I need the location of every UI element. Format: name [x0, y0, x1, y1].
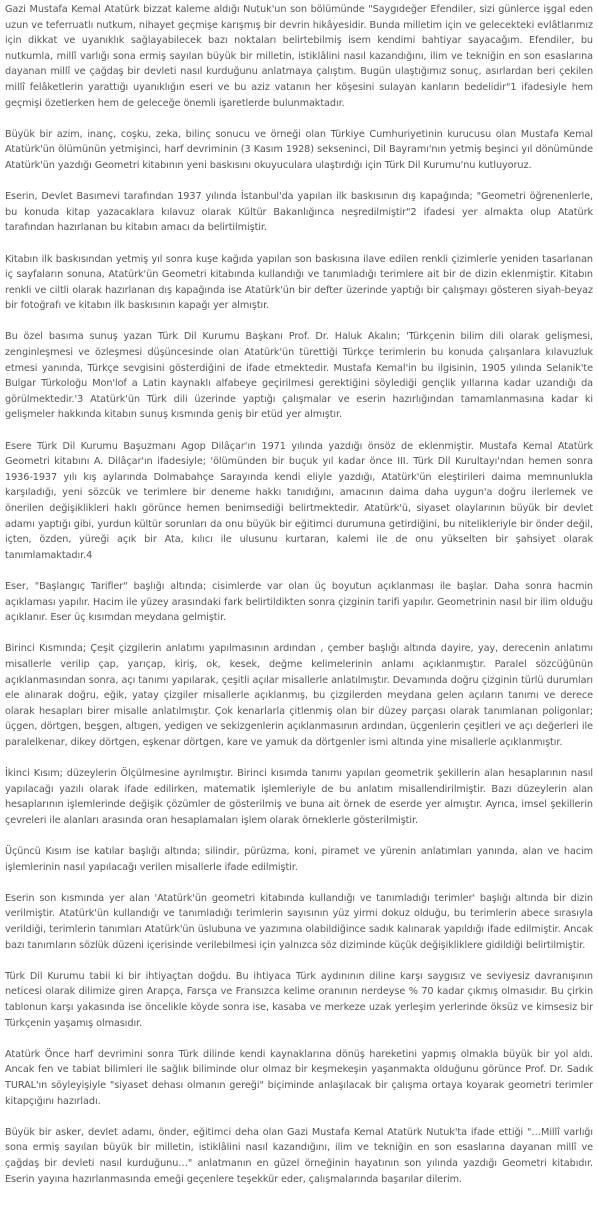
- paragraph-part-one: Birinci Kısmında; Çeşit çizgilerin anlatımı yapılmasının ardından , çember başlığı altında dayire, yay, derecenin anlatımı misallerle verilip çap, yarıçap, kiriş, ok, kesek, değme kelimelerinin anlamı açıklanmıştır. Paralel sözcüğünün açıklanmasından sonra, açı tanımı yapılarak, çeşitli açılar misallerle anlatılmıştır. Devamında doğru çizginin türlü durumları ele alınarak doğru, eğik, yatay çizgiler misallerle açıklanmış, bu çizgilerden meydana gelen açıların tanımı ve derece olarak hesapları birer misalle anlatılmıştır. Çok kenarlarla çitlenmiş olan bir düzey parçası olarak tanımlanan poligonlar; üçgen, dörtgen, beşgen, altıgen, yedigen ve sekizgenlerin açıklanmasının ardından, üçgenlerin çeşitleri ve açı değerleri ile paralelkenar, dikey dörtgen, eşkenar dörtgen, kare ve yamuk da dörtgenler ismi altında yine misallerle açıklanmıştır.: [5, 643, 593, 748]
- paragraph-language-institution: Türk Dil Kurumu tabii ki bir ihtiyaçtan doğdu. Bu ihtiyaca Türk aydınının diline karşı saygısız ve seviyesiz davranışının neticesi olarak dilimize giren Arapça, Farsça ve Fransızca kelime oranının nerdeyse % 70 kadar çıkmış olmasıdır. Bu çirkin tablonun karşı yakasında ise öncelikle köyde sonra ise, kasaba ve merkeze uzak yerleşim yerlerinde öksüz ve kimsesiz bir Türkçenin yaşamış olmasıdır.: [5, 970, 593, 1029]
- paragraph-anniversary: Büyük bir azim, inanç, coşku, zeka, bilinç sonucu ve örneği olan Türkiye Cumhuriyetinin kurucusu olan Mustafa Kemal Atatürk'ün ölümünün yetmişinci, harf devriminin (3 Kasım 1928) sekseninci, Dil Bayramı'nın yetmiş beşinci yıl dönümünde Atatürk'ün yazdığı Geometri kitabının yeni baskısını okuyuculara ulaştırdığı için Türk Dil Kurumu'nu kutluyoruz.: [5, 128, 593, 171]
- paragraph-glossary: Eserin son kısmında yer alan 'Atatürk'ün geometri kitabında kullandığı ve tanımladığı terimler' başlığı altında bir dizin verilmiştir. Atatürk'ün kullandığı ve tanımladığı terimlerin sayısının yüz yirmi dokuz olduğu, bu terimlerin abece sırasıyla verildiği, terimlerin tanımları Atatürk'ün üslubuna ve yazımına olabildiğince sadık kalınarak yapıldığı ifade edilmiştir. Ancak bazı tanımların sözlük düzeni içerisinde verilebilmesi için yalnızca söz diziminde küçük değişikliklere gidildiği belirtilmiştir.: [5, 892, 593, 951]
- paragraph-closing: Büyük bir asker, devlet adamı, önder, eğitimci deha olan Gazi Mustafa Kemal Atatürk Nutuk'ta ifade ettiği "…Millî varlığı sona ermiş sayılan büyük bir milletin, istiklâlini nasıl kazandığını, ilim ve tekniğin en son esaslarına dayanan millî ve çağdaş bir devleti nasıl kurduğunu…" anlatmanın en güzel örneğinin hayatının son yılında yazdığı Geometri kitabıdır. Eserin yayına hazırlanmasında emeği geçenlere teşekkür eder, çalışmalarında başarılar dilerim.: [5, 1126, 593, 1185]
- paragraph-alphabet-reform: Atatürk Önce harf devrimini sonra Türk dilinde kendi kaynaklarına dönüş hareketini yapmış olmakla büyük bir yol aldı. Ancak fen ve tabiat bilimleri ile sağlık biliminde olur olmaz bir keşmekeşin yaşanmakta olduğunu görünce Prof. Dr. Sadık TURAL'ın söyleyişiyle "siyaset dehası olmanın gereği" biçiminde anlaşılacak bir çalışma ortaya koyarak geometri terimler kitapçığını hazırladı.: [5, 1048, 593, 1107]
- paragraph-foreword-akalin: Bu özel basıma sunuş yazan Türk Dil Kurumu Başkanı Prof. Dr. Haluk Akalın; 'Türkçenin bilim dili olarak gelişmesi, zenginleşmesi ve özleşmesi düşüncesinde olan Atatürk'ün türettiği Türkçe terimlerin bu konuda çalışanlara kılavuzluk etmesi yanında, Türkçe sevgisini gösterdiğini de ifade etmektedir. Mustafa Kemal'in bu ilgisinin, 1905 yılında Selanik'te Bulgar Türkoloğu Mon'lof a Latin kaynaklı alfabeye geçirilmesi gerektiğini söylediği gençlik yıllarına kadar uzandığı da görülmektedir.'3 Atatürk'ün Türk dili üzerinde yaptığı çalışmalar ve eserin hazırlığından tamamlanmasına kadar ki gelişmeler hakkında kitabın sunuş kısmında geniş bir etüd yer almıştır.: [5, 331, 593, 421]
- paragraph-part-two: İkinci Kısım; düzeylerin Ölçülmesine ayrılmıştır. Birinci kısımda tanımı yapılan geometrik şekillerin alan hesaplarının nasıl yapılacağı yazılı olarak ifade edilirken, matematik işlemleriyle de bu anlatım misallendirilmiştir. Bazı düzeylerin alan hesaplarının işlemlerinde değişik çözümler de gösterilmiş ve buna ait örnek de eserde yer almıştır. Ayrıca, imsel şekillerin çevreleri ile alanları arasında oran hesaplamaları işlem olarak örneklerle gösterilmiştir.: [5, 768, 593, 826]
- paragraph-preface-dilacar: Esere Türk Dil Kurumu Başuzmanı Agop Dilâçar'ın 1971 yılında yazdığı önsöz de eklenmiştir. Mustafa Kemal Atatürk Geometri kitabını A. Dilâçar'ın ifadesiyle; 'ölümünden bir buçuk yıl kadar önce III. Türk Dil Kurultayı'ndan hemen sonra 1936-1937 yılı kış aylarında Dolmabahçe Sarayında kendi eliyle yazdığı, Atatürk'ün eleştirileri daima memnunlukla karşıladığı, yeni sözcük ve terimlere bir deneme hakkı tanıdığını, amacının daima daha uygun'a doğru ilerlemek ve önerilen değişiklikleri haklı görünce hemen benimsediği belirtmektedir. Atatürk'ü, siyaset olaylarının büyük bir devlet adamı yaptığı gibi, yurdun kültür sorunları da onu büyük bir eğitimci durumuna getirdiğini, bu nitelikleriyle bir önder değil, içten, özden, yüreği açık bir Ata, kılıcı ile ulusunu kurtaran, kalemi ile de onu yükselten bir şahsiyet olarak tanımlamaktadır.4: [5, 440, 593, 561]
- paragraph-first-edition: Eserin, Devlet Basımevi tarafından 1937 yılında İstanbul'da yapılan ilk baskısının dış kapağında; "Geometri öğrenenlerle, bu konuda kitap yazacaklara kılavuz olarak Kültür Bakanlığınca neşredilmiştir"2 ifadesi yer almakta olup Atatürk tarafından hazırlanan bu kitabın amacı da belirtilmiştir.: [5, 191, 593, 234]
- paragraph-nutuk-quote: Gazi Mustafa Kemal Atatürk bizzat kaleme aldığı Nutuk'un son bölümünde "Saygıdeğer Efendiler, sizi günlerce işgal eden uzun ve teferruatlı nutkum, nihayet geçmişe karışmış bir devrin hikâyesidir. Bunda milletim için ve gelecekteki evlâtlarımız için dikkat ve uyanıklık sağlayabilecek bazı noktaları belirtebilmiş isem kendimi bahtiyar sayacağım. Efendiler, bu nutkumla, millî varlığı sona ermiş sayılan büyük bir milletin, istiklâlini nasıl kazandığını, ilim ve tekniğin en son esaslarına dayanan millî ve çağdaş bir devleti nasıl kurduğunu anlatmaya çalıştım. Bugün ulaştığımız sonuç, asırlardan beri çekilen millî felâketlerin yarattığı uyanıklığın eseri ve bu aziz vatanın her köşesini sulayan kanların bedelidir"1 ifadesiyle hem geçmişi özetlerken hem de geleceğe önemli işaretlerde bulunmaktadır.: [5, 4, 593, 109]
- paragraph-initial-definitions: Eser, "Başlangıç Tarifler" başlığı altında; cisimlerde var olan üç boyutun açıklanması ile başlar. Daha sonra hacmin açıklaması yapılır. Hacim ile yüzey arasındaki fark belirtildikten sonra çizginin tarifi yapılır. Geometrinin nasıl bir ilim olduğu açıklanır. Eser üç kısımdan meydana gelmiştir.: [5, 580, 593, 624]
- paragraph-part-three: Üçüncü Kısım ise katılar başlığı altında; silindir, pürüzma, koni, piramet ve yürenin anlatımları yanında, alan ve hacim işlemlerinin nasıl yapılacağı verilen misallerle ifade edilmiştir.: [5, 846, 593, 873]
- paragraph-new-edition: Kitabın ilk baskısından yetmiş yıl sonra kuşe kağıda yapılan son baskısına ilave edilen renkli çizimlerle yeniden tasarlanan iç sayfaların sonuna, Atatürk'ün Geometri kitabında kullandığı ve tanımladığı terimlere ait bir de dizin eklenmiştir. Kitabın renkli ve ciltli olarak hazırlanan dış kapağında ise Atatürk'ün bir defter üzerinde yaptığı bir çalışmayı gösteren siyah-beyaz bir fotoğrafı ve kitabın ilk baskısının kapağı yer almıştır.: [5, 253, 593, 312]
